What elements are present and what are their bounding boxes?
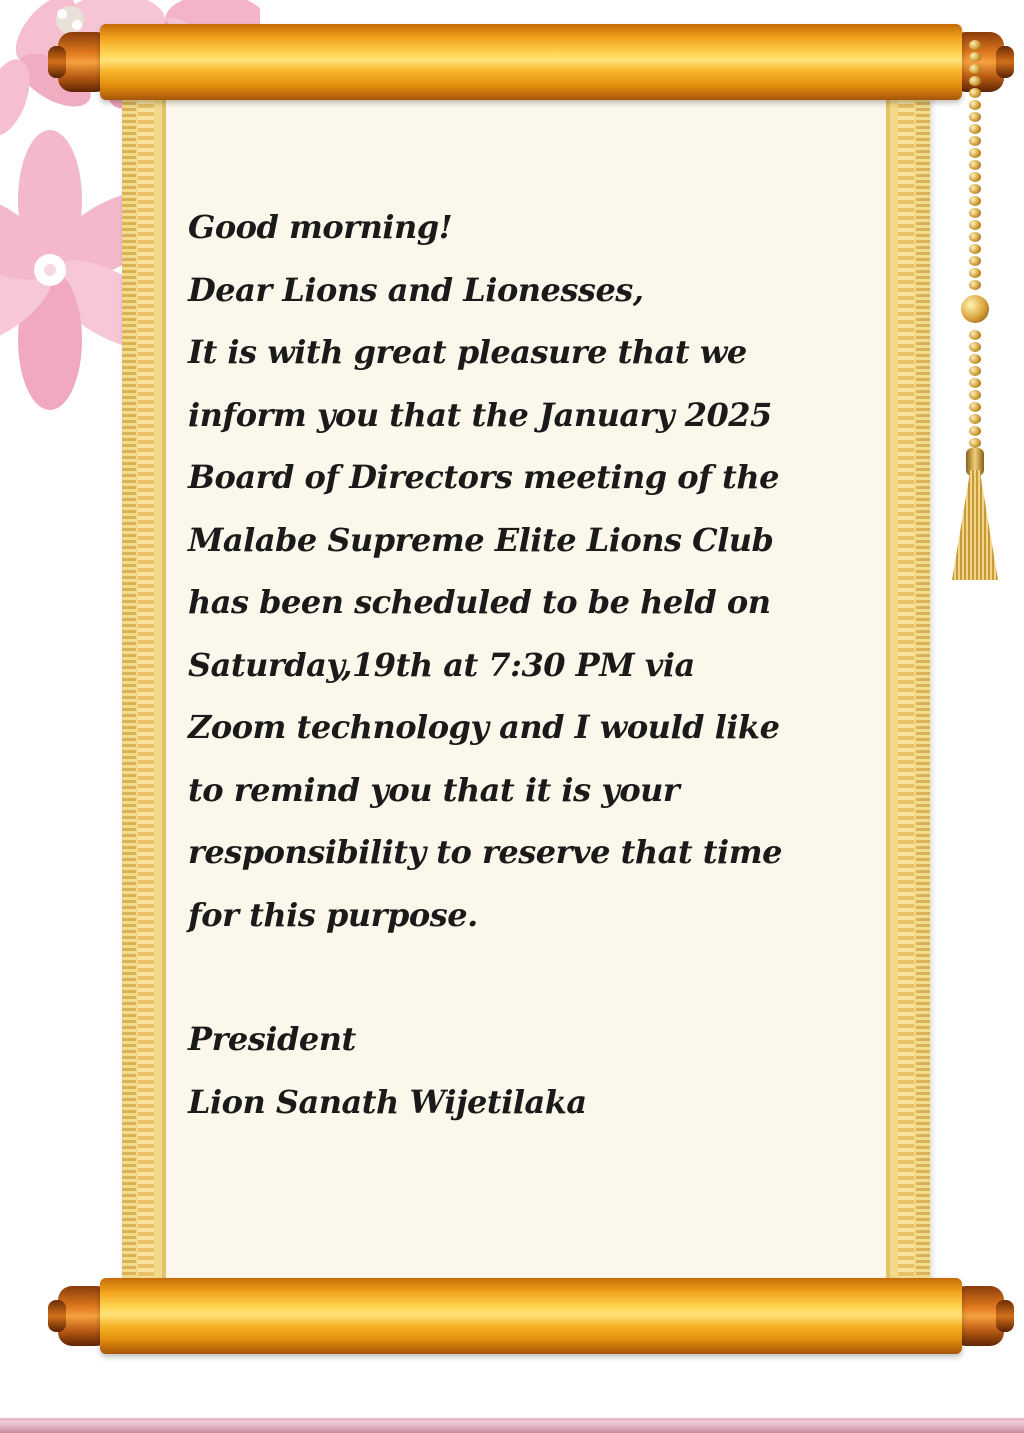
- body-line: Malabe Supreme Elite Lions Club: [188, 520, 774, 559]
- body-line: Zoom technology and I would like: [188, 708, 780, 746]
- tassel-bead: [969, 354, 981, 364]
- tassel-bead: [969, 40, 981, 50]
- tassel-bead: [969, 402, 981, 412]
- body-line: It is with great pleasure that we: [188, 333, 747, 371]
- tassel-bead: [969, 136, 981, 146]
- tassel-bead: [969, 196, 981, 206]
- tassel-bead: [969, 342, 981, 352]
- salutation-line: Dear Lions and Lionesses,: [188, 270, 644, 309]
- tassel-bead: [969, 124, 981, 134]
- tassel-bead: [969, 148, 981, 158]
- tassel-bead: [969, 330, 981, 340]
- signature-title: President: [188, 1020, 356, 1058]
- tassel-bead: [969, 52, 981, 62]
- tassel-bead: [969, 414, 981, 424]
- tassel-bead: [969, 280, 981, 290]
- tassel-bead: [969, 64, 981, 74]
- tassel-bead: [969, 378, 981, 388]
- scroll-rod-top: [58, 24, 1004, 100]
- body-line: to remind you that it is your: [188, 770, 680, 809]
- body-line: Saturday,19th at 7:30 PM via: [188, 645, 695, 684]
- tassel-bead: [969, 390, 981, 400]
- tassel-bead: [969, 100, 981, 110]
- tassel-bead: [969, 76, 981, 86]
- tassel-bead: [969, 438, 981, 448]
- bottom-pink-band: [0, 1421, 1024, 1433]
- tassel-bead: [969, 220, 981, 230]
- body-line: Board of Directors meeting of the: [188, 458, 779, 496]
- letter-text: [188, 196, 888, 1133]
- tassel-decoration: [950, 40, 1000, 585]
- tassel-bead: [969, 268, 981, 278]
- paper-border-left: [138, 96, 154, 1284]
- tassel-bead: [969, 208, 981, 218]
- scroll-rod-bottom: [58, 1278, 1004, 1354]
- tassel-bead: [969, 232, 981, 242]
- body-line: has been scheduled to be held on: [188, 583, 771, 621]
- tassel-bead: [969, 244, 981, 254]
- tassel-bead: [969, 160, 981, 170]
- tassel-bead: [969, 88, 981, 98]
- paper-border-right: [898, 96, 914, 1284]
- body-line: for this purpose.: [188, 895, 478, 934]
- signature-name: Lion Sanath Wijetilaka: [188, 1082, 587, 1121]
- tassel-bead: [969, 366, 981, 376]
- body-line: inform you that the January 2025: [188, 395, 772, 434]
- tassel-bead: [969, 172, 981, 182]
- tassel-bead: [969, 426, 981, 436]
- tassel-bead: [969, 256, 981, 266]
- body-line: responsibility to reserve that time: [188, 833, 782, 871]
- tassel-bead: [969, 184, 981, 194]
- tassel-bead: [969, 112, 981, 122]
- greeting-line: Good morning!: [188, 208, 453, 246]
